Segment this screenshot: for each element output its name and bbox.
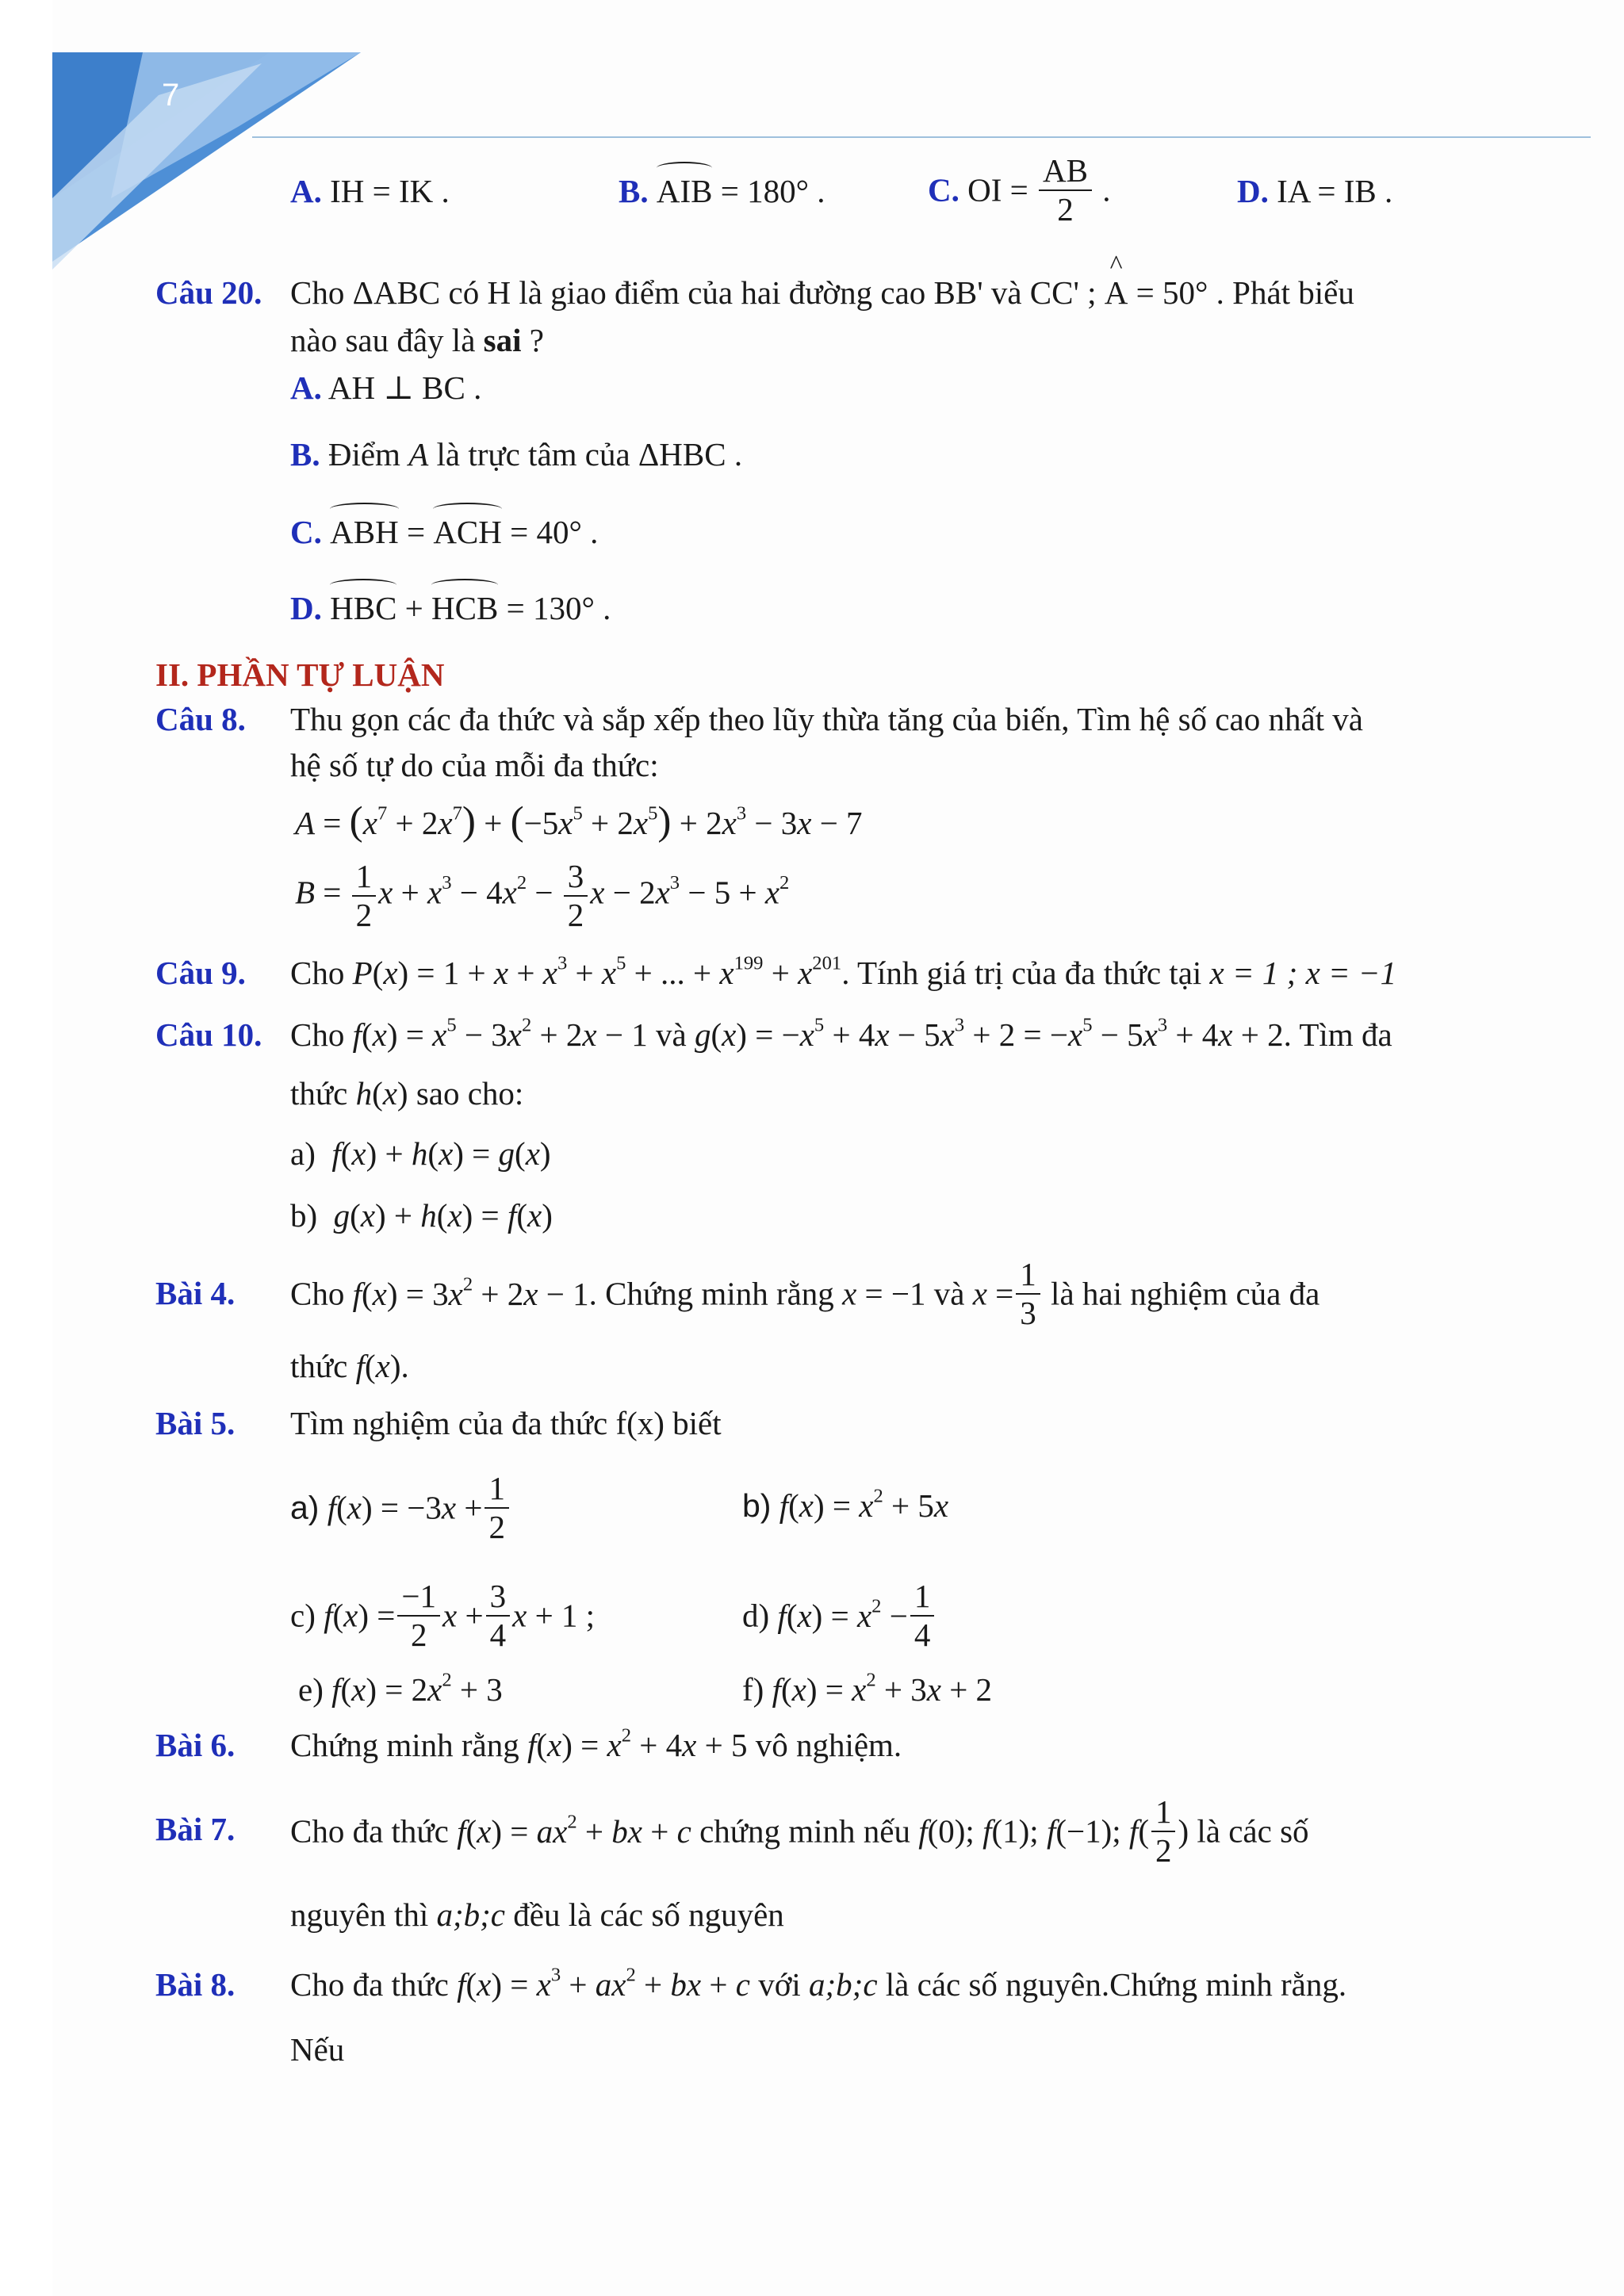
function-f: $f(x) = x^5 - 3x^2 + 2x - 1$	[352, 1014, 648, 1053]
prev-option-a	[290, 171, 450, 212]
question-label: Câu 9.	[155, 955, 246, 991]
math-variable: a;b;c	[436, 1896, 505, 1933]
option-label: A.	[290, 369, 322, 406]
option-text: AH ⊥ BC .	[321, 369, 482, 406]
sub-label: d)	[742, 1597, 770, 1634]
question-text	[290, 1895, 784, 1935]
text-run: đều là các số nguyên	[505, 1896, 784, 1933]
math-variable: a;b;c	[809, 1966, 878, 2003]
polynomial-b: B = $\frac{1}{2}$ $x + x^3 - 4x^2$ − $\frac{3}{2}$ $x - 2x^3 - 5 + x^2$	[295, 858, 790, 934]
text-run: thức	[290, 1075, 356, 1112]
sub-label: e)	[298, 1671, 324, 1708]
fraction-numerator: 1	[1016, 1256, 1040, 1295]
question-label: Bài 4.	[155, 1275, 236, 1311]
question-text	[290, 1346, 409, 1387]
angle-expression: HBC	[330, 588, 396, 629]
math-expression: f(x) + h(x) = g(x)	[331, 1135, 551, 1172]
option-d	[290, 588, 611, 629]
option-label: B.	[290, 436, 320, 473]
text-run: chứng minh nếu	[691, 1812, 919, 1850]
sub-question-f: f) $f(x) = x^2 + 3x + 2$	[742, 1669, 993, 1708]
question-label: Bài 6.	[155, 1727, 236, 1763]
question-text: Tìm nghiệm của đa thức f(x) biết	[290, 1405, 722, 1441]
sub-question-e: e) $f(x) = 2x^2 + 3$	[298, 1669, 503, 1708]
text-run: Chứng minh rằng	[290, 1727, 527, 1763]
option-text: Điểm	[320, 436, 409, 473]
fraction	[1039, 152, 1092, 228]
option-text: .	[1094, 171, 1111, 209]
option-text: OI =	[967, 171, 1036, 209]
math-expression: $f(x) = x^3 + ax^2$ + bx + c	[457, 1964, 750, 2003]
question-label: Bài 5.	[155, 1405, 236, 1441]
angle-expression: HCB	[431, 588, 498, 629]
option-c	[290, 512, 598, 553]
sub-label: b)	[742, 1487, 772, 1524]
function-g: $g(x) = -x^5 + 4x - 5x^3 + 2 = -x^5 - 5x^3 + 4x + 2$	[694, 1014, 1284, 1053]
text-run: sao cho:	[408, 1075, 524, 1112]
sub-question-b	[742, 1486, 948, 1526]
text-run: và	[925, 1275, 973, 1312]
option-label: C.	[928, 171, 959, 209]
question-label: Câu 8.	[155, 701, 246, 737]
text-run: ?	[521, 322, 544, 358]
text-run: Cho đa thức	[290, 1812, 458, 1850]
text-run: với	[749, 1966, 810, 2003]
text-run: thức	[290, 1348, 356, 1384]
math-expression: $f(x) = ax^2$ + bx + c	[457, 1811, 691, 1850]
question-text	[290, 320, 544, 361]
option-label: D.	[290, 590, 322, 626]
text-run: . Tìm đa	[1283, 1016, 1392, 1053]
math-values: x = 1 ; x = −1	[1209, 955, 1397, 991]
option-b	[290, 434, 742, 475]
question-label: Câu 10.	[155, 1016, 262, 1053]
option-text: = 40° .	[501, 514, 599, 550]
polynomial-a: $A = (x^7 + 2x^7) + (-5x^5 + 2x^5) + 2x^3 - 3x - 7$	[295, 798, 863, 844]
math-expression: f(0); f(1); f(−1); f(	[918, 1812, 1149, 1850]
question-label: Câu 20.	[155, 274, 262, 311]
text-run: Cho	[290, 1016, 353, 1053]
angle-expression: AIB	[657, 171, 713, 212]
math-expression: f(x) = −3x +	[327, 1489, 483, 1526]
polynomial-p: $P(x) = 1 + x + x^3 + x^5$ + ... + $x^{199} + x^{201}$	[352, 952, 842, 991]
function-h: h(x)	[355, 1075, 408, 1112]
fraction-denominator: 3	[1020, 1295, 1036, 1332]
option-a	[290, 368, 481, 408]
option-text: =	[398, 514, 434, 550]
fraction	[1016, 1256, 1040, 1332]
text-run: nguyên thì	[290, 1896, 437, 1933]
question-text: Cho đa thức $f(x) = ax^2$ + bx + c chứng minh nếu f(0); f(1); f(−1); f( $\frac{1}{2}$ ) là các số	[290, 1793, 1309, 1869]
sub-question-a	[290, 1134, 551, 1174]
prev-option-c	[928, 152, 1110, 228]
option-label: C.	[290, 514, 322, 550]
question-text	[290, 953, 1396, 993]
question-text	[290, 273, 1354, 313]
sub-question-c: c) f(x) = $\frac{-1}{2}$ x + $\frac{3}{4}$ x + 1 ;	[290, 1578, 596, 1654]
question-text	[290, 1256, 1320, 1332]
question-label: Bài 8.	[155, 1966, 236, 2003]
math-expression: x = −1	[842, 1275, 926, 1312]
function-f: $f(x) = 3x^2 + 2x - 1$	[352, 1273, 589, 1312]
sub-label: c)	[290, 1597, 316, 1634]
option-text: = 180° .	[712, 173, 825, 209]
option-text: = 130° .	[498, 590, 611, 626]
text-run: = 50° . Phát biểu	[1128, 274, 1354, 311]
question-text: Nếu	[290, 2031, 345, 2068]
emphasis-text: sai	[483, 322, 522, 358]
option-text: là trực tâm của ΔHBC .	[428, 436, 743, 473]
question-text: hệ số tự do của mỗi đa thức:	[290, 747, 659, 783]
text-run: nào sau đây là	[290, 322, 484, 358]
sub-label: a)	[290, 1135, 316, 1172]
math-variable: A	[408, 436, 429, 473]
text-run: là các số	[1189, 1812, 1309, 1850]
sub-label: f)	[742, 1671, 764, 1708]
prev-option-d	[1237, 171, 1392, 212]
text-run: . Tính giá trị của đa thức tại	[841, 955, 1210, 991]
sub-question-a: a) f(x) = −3x + $\frac{1}{2}$	[290, 1470, 511, 1546]
text-run: là các số nguyên.Chứng minh rằng.	[877, 1966, 1347, 2003]
fraction-numerator: AB	[1039, 152, 1092, 191]
option-text: IH = IK .	[330, 173, 450, 209]
sub-question-d: d) $f(x) = x^2$ − $\frac{1}{4}$	[742, 1578, 936, 1654]
question-text	[290, 1073, 523, 1114]
text-run: và	[647, 1016, 695, 1053]
prev-option-b	[619, 171, 825, 212]
question-label: Bài 7.	[155, 1811, 236, 1847]
angle-expression: ABH	[330, 512, 399, 553]
math-expression: $f(x) = x^2 + 5x$	[779, 1485, 949, 1524]
text-run: Cho	[290, 1275, 353, 1312]
math-expression: x =	[972, 1275, 1014, 1312]
question-text	[290, 1965, 1346, 2005]
angle-expression: ACH	[433, 512, 502, 553]
question-text: Thu gọn các đa thức và sắp xếp theo lũy thừa tăng của biến, Tìm hệ số cao nhất và	[290, 701, 1363, 737]
option-label: D.	[1237, 173, 1269, 209]
text-run: vô nghiệm.	[747, 1727, 902, 1763]
option-text: +	[396, 590, 432, 626]
text-run: Cho ΔABC có H là giao điểm của hai đường cao BB' và CC' ;	[290, 274, 1105, 311]
math-expression: $f(x) = x^2 + 4x + 5$	[527, 1724, 748, 1763]
option-label: B.	[619, 173, 649, 209]
option-text: IA = IB .	[1277, 173, 1393, 209]
question-text	[290, 1015, 1392, 1055]
page-number: 7	[162, 78, 180, 113]
text-run: Cho	[290, 955, 353, 991]
text-run: Cho đa thức	[290, 1966, 458, 2003]
text-run: là hai nghiệm của đa	[1042, 1275, 1320, 1312]
sub-label: a)	[290, 1489, 320, 1526]
question-text	[290, 1725, 902, 1766]
math-expression: g(x) + h(x) = f(x)	[333, 1197, 553, 1234]
sub-label: b)	[290, 1197, 318, 1234]
section-title: II. PHẦN TỰ LUẬN	[155, 656, 445, 693]
fraction-denominator: 2	[1057, 191, 1074, 228]
sub-question-b	[290, 1196, 553, 1236]
text-run: . Chứng minh rằng	[588, 1275, 843, 1312]
angle-expression: ^ A	[1105, 273, 1128, 313]
math-expression: f(x).	[355, 1348, 409, 1384]
option-label: A.	[290, 173, 322, 209]
